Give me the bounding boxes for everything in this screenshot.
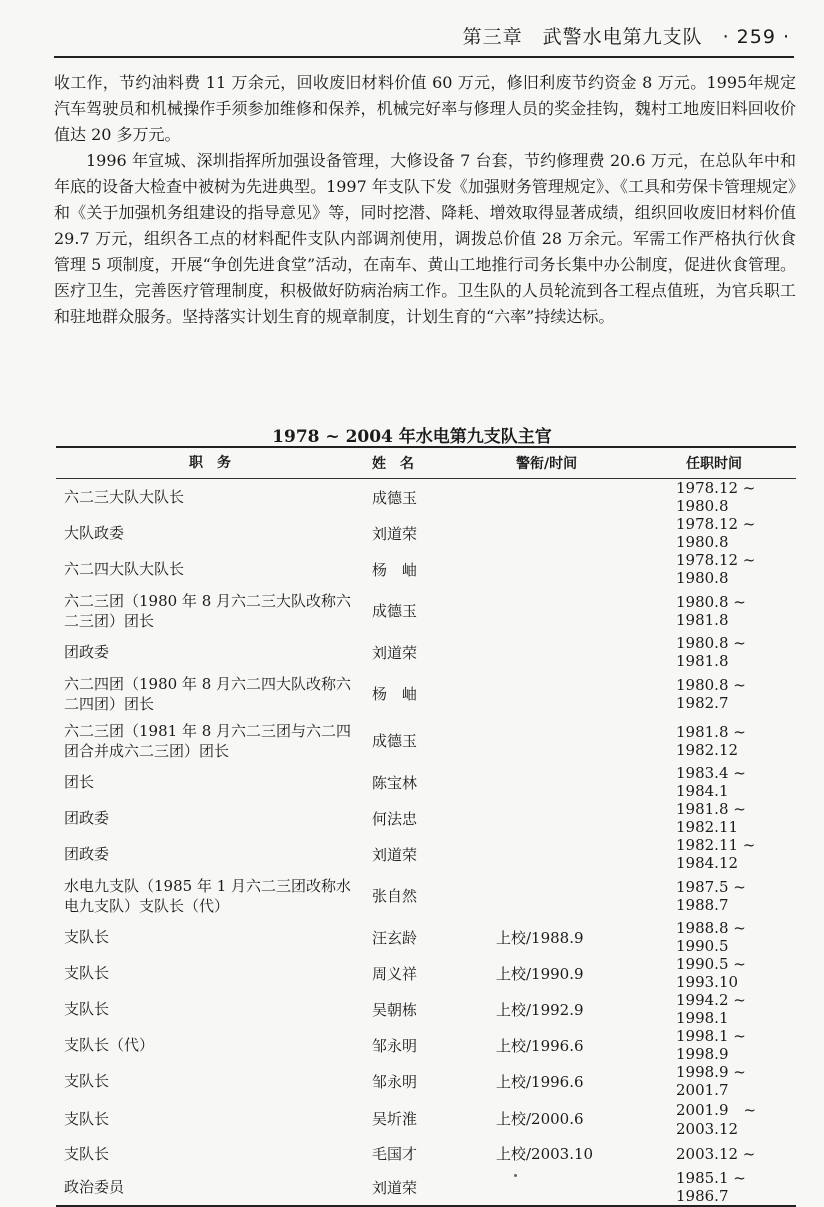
term-cell: 1982.11 ~ 1984.12: [676, 836, 756, 872]
term-cell: 1994.2 ~ 1998.1: [676, 991, 746, 1027]
table-row: [56, 955, 796, 991]
rank-cell: [490, 479, 666, 516]
position-cell: 支队长: [64, 964, 110, 982]
position-cell: 团政委: [64, 809, 110, 827]
term-cell: 1978.12 ~ 1980.8: [676, 551, 756, 587]
rank-cell: [490, 764, 666, 800]
position-cell: 大队政委: [64, 524, 125, 542]
table-row: [56, 836, 796, 872]
term-cell: 1980.8 ~ 1981.8: [676, 634, 746, 670]
table-row: [56, 1063, 796, 1099]
rank-cell: 上校/2000.6: [496, 1110, 584, 1128]
table-row: [56, 1138, 796, 1169]
position-cell: 支队长: [64, 1072, 110, 1090]
rank-cell: [490, 717, 666, 764]
position-cell: 支队长: [64, 928, 110, 946]
position-cell: 政治委员: [56, 1169, 364, 1206]
rank-cell: [490, 872, 666, 919]
column-header: 任职时间: [666, 447, 796, 479]
position-cell: 团长: [64, 773, 95, 791]
name-cell: 成德玉: [372, 732, 418, 750]
table-row: [56, 515, 796, 551]
name-cell: 吴圻淮: [372, 1110, 418, 1128]
position-cell: 支队长: [64, 1000, 110, 1018]
scan-dot: [514, 1174, 517, 1177]
position-cell: 六二三大队大队长: [64, 488, 185, 506]
rank-cell: [490, 836, 666, 872]
table-row: [56, 800, 796, 836]
column-header: 姓 名: [364, 447, 490, 479]
table-row: [56, 872, 796, 919]
name-cell: 何法忠: [372, 809, 418, 828]
term-cell: 1985.1 ~ 1986.7: [666, 1169, 796, 1206]
rank-cell: [490, 551, 666, 587]
term-cell: 1981.8 ~ 1982.11: [676, 800, 746, 836]
rank-cell: 上校/1996.6: [496, 1072, 584, 1091]
name-cell: 周义祥: [372, 964, 418, 983]
term-cell: 2001.9 ~ 2003.12: [676, 1101, 757, 1138]
paragraph: 1996 年宣城、深圳指挥所加强设备管理，大修设备 7 台套，节约修理费 20.6 万元，在总队年中和年底的设备大检查中被树为先进典型。1997 年支队下发《加强财务管理规定》、《工具和劳保卡管理规定》和《关于加强机务组建设的指导意见》等，同时挖潜、降耗、增效取得显著成绩，组织回收废旧材料价值 29.7 万元，组织各工点的材料配件支队内部调剂使用，调拨总价值 28 万余元。军需工作严格执行伙食管理 5 项制度，开展“争创先进食堂”活动，在南车、黄山工地推行司务长集中办公制度，促进伙食管理。医疗卫生，完善医疗管理制度，积极做好防病治病工作。卫生队的人员轮流到各工程点值班，为官兵职工和驻地群众服务。坚持落实计划生育的规章制度，计划生育的“六率”持续达标。: [54, 151, 796, 326]
paragraph: 收工作，节约油料费 11 万余元，回收废旧材料价值 60 万元，修旧利废节约资金 8 万元。1995年规定汽车驾驶员和机械操作手须参加维修和保养，机械完好率与修理人员的奖金挂钩，魏村工地废旧料回收价值达 20 多万元。: [54, 73, 796, 144]
name-cell: 成德玉: [372, 602, 418, 620]
column-header: 职 务: [56, 447, 364, 479]
table-row: [56, 1027, 796, 1063]
name-cell: 刘道荣: [372, 845, 418, 864]
term-cell: 1998.1 ~ 1998.9: [676, 1027, 746, 1063]
name-cell: 张自然: [372, 887, 418, 905]
rank-cell: 上校/1990.9: [496, 964, 584, 983]
name-cell: 杨 岫: [372, 685, 418, 703]
body-text: [54, 70, 796, 330]
table-row: [56, 717, 796, 764]
rank-cell: [490, 800, 666, 836]
table-header-row: [56, 447, 796, 479]
position-cell: 六二四团（1980 年 8 月六二四大队改称六二四团）团长: [64, 674, 352, 713]
name-cell: 毛国才: [372, 1145, 418, 1163]
rank-cell: [490, 515, 666, 551]
term-cell: 2003.12 ~: [676, 1144, 756, 1163]
position-cell: 六二三团（1980 年 8 月六二三大队改称六二三团）团长: [64, 591, 352, 630]
name-cell: 吴朝栋: [372, 1000, 418, 1019]
table-title: 1978 ~ 2004 年水电第九支队主官: [272, 427, 552, 447]
column-header: 警衔/时间: [490, 447, 666, 479]
position-cell: 水电九支队（1985 年 1 月六二三团改称水电九支队）支队长（代）: [64, 876, 352, 915]
table-row: [56, 634, 796, 670]
header-rule: [54, 56, 794, 58]
name-cell: 刘道荣: [372, 643, 418, 662]
rank-cell: [490, 670, 666, 717]
position-cell: 六二四大队大队长: [64, 560, 185, 578]
name-cell: 邹永明: [372, 1072, 418, 1091]
officers-table: [56, 446, 796, 1207]
table-row: [56, 1169, 796, 1206]
table-row: [56, 551, 796, 587]
position-cell: 六二三团（1981 年 8 月六二三团与六二四团合并成六二三团）团长: [64, 721, 352, 760]
table-row: [56, 479, 796, 516]
position-cell: 团政委: [64, 845, 110, 863]
table-row: [56, 1099, 796, 1138]
table-row: [56, 991, 796, 1027]
term-cell: 1980.8 ~ 1981.8: [676, 592, 746, 629]
term-cell: 1978.12 ~ 1980.8: [676, 515, 756, 551]
rank-cell: 上校/1996.6: [496, 1036, 584, 1055]
term-cell: 1998.9 ~ 2001.7: [676, 1063, 746, 1099]
position-cell: 团政委: [64, 643, 110, 661]
position-cell: 支队长（代）: [64, 1036, 155, 1054]
rank-cell: [490, 587, 666, 634]
name-cell: 汪玄龄: [372, 928, 418, 947]
rank-cell: [490, 634, 666, 670]
running-header: 第三章 武警水电第九支队 · 259 ·: [462, 26, 790, 48]
page-header: [0, 0, 824, 60]
table-row: [56, 587, 796, 634]
table-body: [56, 479, 796, 1207]
name-cell: 成德玉: [372, 488, 418, 507]
table-row: [56, 919, 796, 955]
table-row: [56, 670, 796, 717]
term-cell: 1987.5 ~ 1988.7: [676, 877, 746, 914]
rank-cell: 上校/1992.9: [496, 1000, 584, 1019]
rank-cell: 上校/1988.9: [496, 928, 584, 947]
name-cell: 刘道荣: [372, 524, 418, 543]
name-cell: 刘道荣: [364, 1169, 490, 1206]
rank-cell: 上校/2003.10: [496, 1145, 594, 1163]
table-row: [56, 764, 796, 800]
term-cell: 1980.8 ~ 1982.7: [676, 675, 746, 712]
position-cell: 支队长: [64, 1144, 110, 1163]
position-cell: 支队长: [64, 1109, 110, 1128]
term-cell: 1983.4 ~ 1984.1: [676, 764, 746, 800]
term-cell: 1978.12 ~ 1980.8: [676, 479, 756, 515]
name-cell: 邹永明: [372, 1036, 418, 1055]
term-cell: 1988.8 ~ 1990.5: [676, 919, 746, 955]
term-cell: 1981.8 ~ 1982.12: [676, 722, 746, 759]
name-cell: 杨 岫: [372, 560, 418, 579]
name-cell: 陈宝林: [372, 773, 418, 792]
term-cell: 1990.5 ~ 1993.10: [676, 955, 746, 991]
